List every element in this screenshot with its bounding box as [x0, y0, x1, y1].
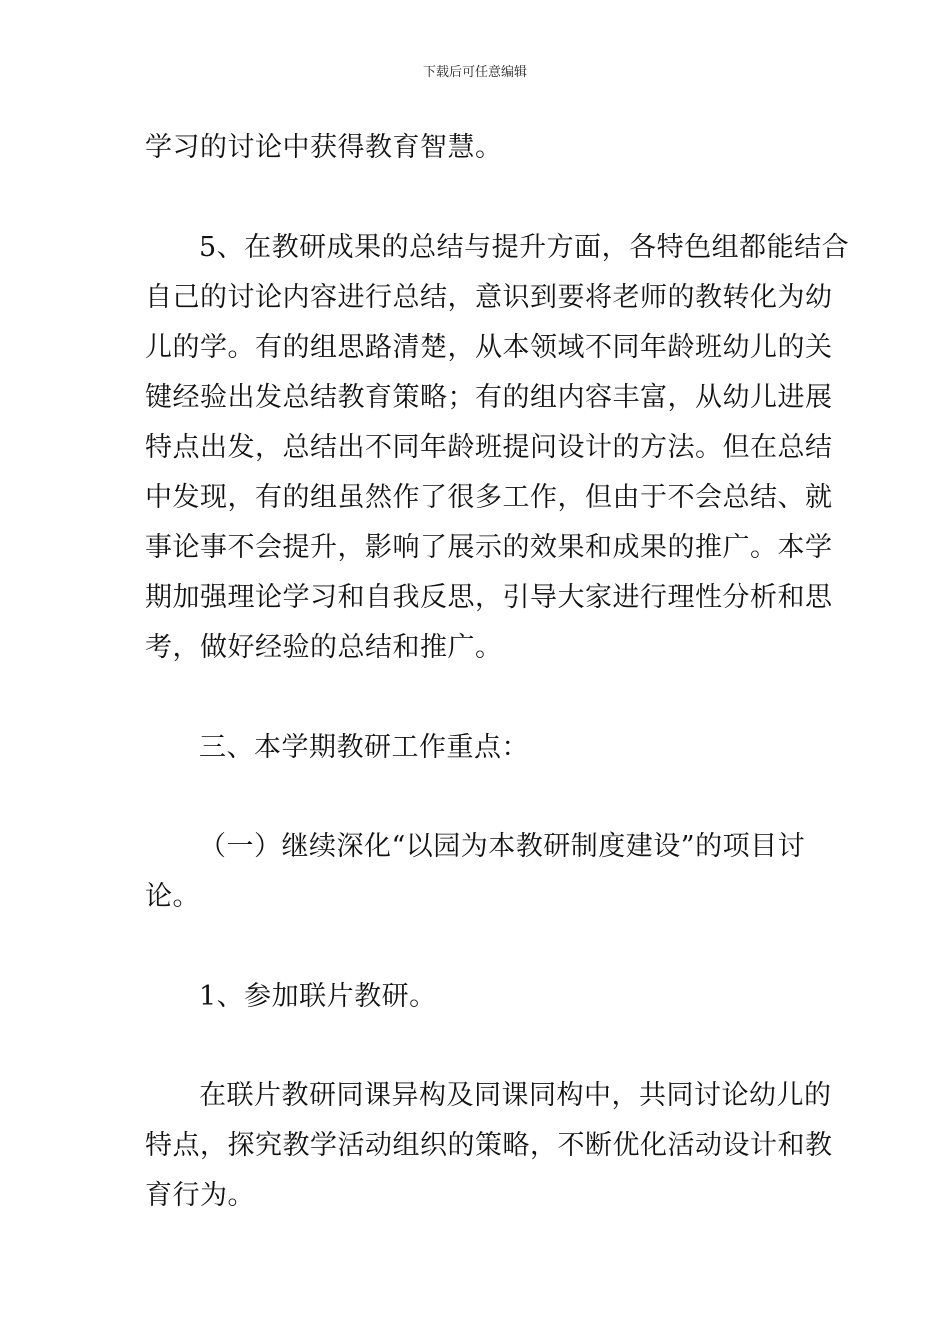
- paragraph-continuation: [145, 123, 810, 173]
- text-line: 特点出发，总结出不同年龄班提问设计的方法。但在总结: [145, 432, 833, 463]
- text-line: 1、参加联片教研。: [199, 981, 437, 1012]
- paragraph-joint-research: [145, 1071, 833, 1221]
- text-line: 键经验出发总结教育策略；有的组内容丰富，从幼儿进展: [145, 382, 833, 413]
- section-heading-3: [145, 723, 810, 773]
- text-line: 自己的讨论内容进行总结，意识到要将老师的教转化为幼: [145, 282, 833, 313]
- subsection-heading-1: [145, 822, 810, 922]
- text-line: 在联片教研同课异构及同课同构中，共同讨论幼儿的: [199, 1080, 832, 1111]
- text-line: 儿的学。有的组思路清楚，从本领域不同年龄班幼儿的关: [145, 332, 833, 363]
- page-header: 下载后可任意编辑: [422, 65, 527, 80]
- text-line: 论。: [145, 881, 200, 912]
- text-line: 事论事不会提升，影响了展示的效果和成果的推广。本学: [145, 532, 833, 563]
- item-heading-1: [145, 972, 810, 1022]
- text-line: 5、在教研成果的总结与提升方面，各特色组都能结合: [199, 232, 850, 263]
- text-line: 特点，探究教学活动组织的策略，不断优化活动设计和教: [145, 1130, 833, 1161]
- text-line: （一）继续深化“以园为本教研制度建设”的项目讨: [199, 831, 806, 862]
- text-line: 期加强理论学习和自我反思，引导大家进行理性分析和思: [145, 582, 833, 613]
- text-line: 三、本学期教研工作重点：: [199, 732, 529, 763]
- text-line: 学习的讨论中获得教育智慧。: [145, 132, 503, 163]
- text-line: 考，做好经验的总结和推广。: [145, 632, 503, 663]
- paragraph-item-5: [145, 223, 850, 673]
- text-line: 育行为。: [145, 1180, 255, 1211]
- text-line: 中发现，有的组虽然作了很多工作，但由于不会总结、就: [145, 482, 833, 513]
